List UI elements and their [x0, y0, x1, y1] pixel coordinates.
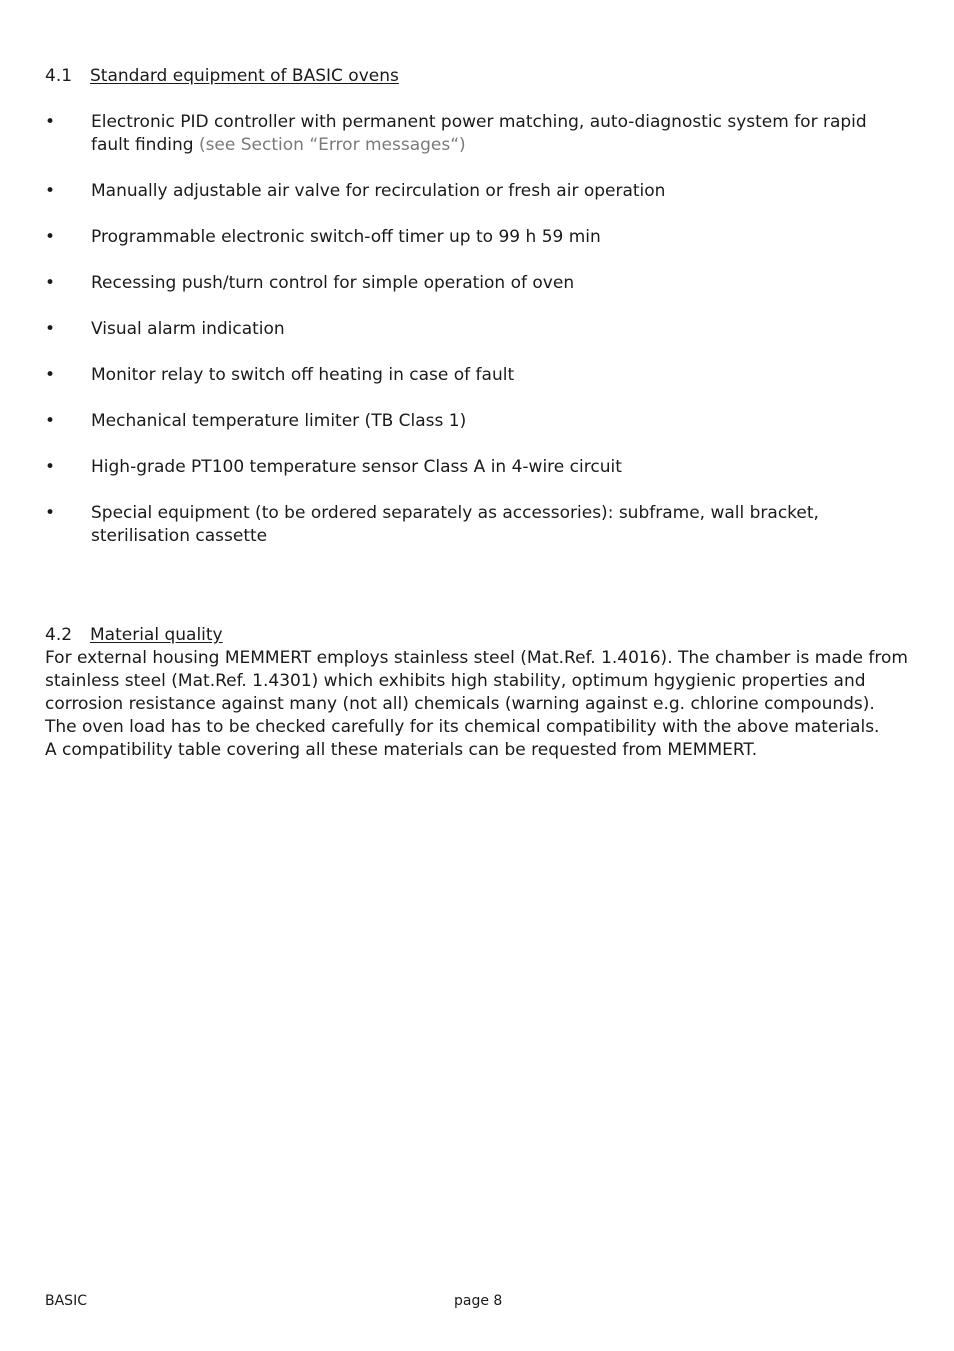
list-item-text: Visual alarm indication — [91, 319, 285, 339]
bullet-icon: • — [45, 503, 56, 523]
paragraph: The oven load has to be checked carefully for its chemical compatibility with the above materials. — [45, 717, 880, 737]
bullet-icon: • — [45, 273, 56, 293]
section-4-1-heading — [45, 65, 399, 88]
bullet-icon: • — [45, 227, 56, 247]
list-item — [45, 272, 909, 295]
paragraph: For external housing MEMMERT employs stainless steel (Mat.Ref. 1.4016). The chamber is made from stainless steel (Mat.Ref. 1.4301) which exhibits high stability, optimum hgygienic properties and corrosion resistance against many (not all) chemicals (warning against e.g. chlorine compounds). — [45, 648, 908, 714]
bullet-icon: • — [45, 319, 56, 339]
list-item-text: Monitor relay to switch off heating in case of fault — [91, 365, 515, 385]
list-item-text: Programmable electronic switch-off timer up to 99 h 59 min — [91, 227, 601, 247]
equipment-list — [45, 111, 909, 571]
list-item-text: High-grade PT100 temperature sensor Class A in 4-wire circuit — [91, 457, 622, 477]
bullet-icon: • — [45, 457, 56, 477]
footer-page-number: page 8 — [454, 1293, 503, 1309]
list-item — [45, 318, 909, 341]
list-item — [45, 226, 909, 249]
bullet-icon: • — [45, 181, 56, 201]
list-item-text: Special equipment (to be ordered separately as accessories): subframe, wall bracket, sterilisation cassette — [91, 503, 819, 546]
section-4-2-number: 4.2 — [45, 625, 73, 645]
list-item — [45, 502, 909, 548]
bullet-icon: • — [45, 365, 56, 385]
bullet-icon: • — [45, 411, 56, 431]
footer-document-name: BASIC — [45, 1293, 87, 1309]
material-quality-text — [45, 647, 909, 762]
section-4-1-title: Standard equipment of BASIC ovens — [90, 66, 399, 86]
list-item — [45, 180, 909, 203]
list-item — [45, 364, 909, 387]
list-item — [45, 111, 909, 157]
list-item — [45, 410, 909, 433]
section-reference: (see Section “Error messages“) — [198, 135, 466, 155]
section-4-2-title: Material quality — [90, 625, 223, 645]
section-4-1-number: 4.1 — [45, 66, 73, 86]
list-item-text: Manually adjustable air valve for recirculation or fresh air operation — [91, 181, 666, 201]
list-item — [45, 456, 909, 479]
list-item-text: Mechanical temperature limiter (TB Class 1) — [91, 411, 467, 431]
section-4-2-heading — [45, 624, 223, 647]
bullet-icon: • — [45, 112, 56, 132]
paragraph: A compatibility table covering all these materials can be requested from MEMMERT. — [45, 740, 758, 760]
list-item-text: Electronic PID controller with permanent power matching, auto-diagnostic system for rapid fault finding — [91, 112, 867, 155]
list-item-text: Recessing push/turn control for simple operation of oven — [91, 273, 575, 293]
